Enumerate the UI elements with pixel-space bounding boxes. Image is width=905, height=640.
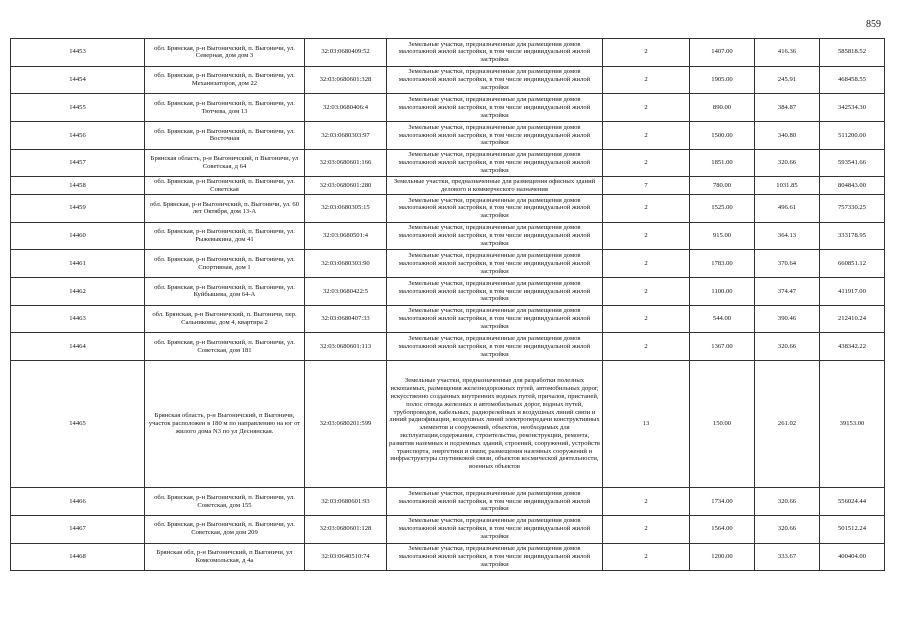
specific-value-cell: 416.36 xyxy=(755,39,820,67)
cadastral-number-cell: 32:03:0680407:33 xyxy=(305,305,387,333)
specific-value-cell: 390.46 xyxy=(755,305,820,333)
group-cell: 2 xyxy=(603,222,690,250)
cadastral-number-cell: 32:03:0680601:280 xyxy=(305,177,387,195)
address-cell: обл. Брянская, р-н Выгоничский, п. Выгоничи, ул. Советская xyxy=(145,177,305,195)
record-number: 14465 xyxy=(11,361,145,488)
cadastral-value-cell: 556024.44 xyxy=(820,488,885,516)
table-row xyxy=(11,222,885,250)
specific-value-cell: 364.13 xyxy=(755,222,820,250)
table-row xyxy=(11,39,885,67)
cadastral-value-table xyxy=(10,38,885,571)
address-cell: обл. Брянская, р-н Выгоничский, п. Выгоничи, пер. Сальниковы, дом 4, квартира 2 xyxy=(145,305,305,333)
cadastral-value-cell: 333178.95 xyxy=(820,222,885,250)
group-cell: 2 xyxy=(603,250,690,278)
group-cell: 2 xyxy=(603,122,690,150)
specific-value-cell: 496.61 xyxy=(755,195,820,223)
record-number: 14463 xyxy=(11,305,145,333)
cadastral-value-cell: 804843.00 xyxy=(820,177,885,195)
group-cell: 7 xyxy=(603,177,690,195)
land-use-cell: Земельные участки, предназначенные для размещения домов малоэтажной жилой застройки, в том числе индивидуальной жилой застройки xyxy=(387,543,603,571)
table-row xyxy=(11,515,885,543)
table-row xyxy=(11,122,885,150)
group-cell: 2 xyxy=(603,195,690,223)
land-use-cell: Земельные участки, предназначенные для размещения домов малоэтажной жилой застройки, в том числе индивидуальной жилой застройки xyxy=(387,66,603,94)
page-number: 859 xyxy=(866,19,881,30)
specific-value-cell: 320.66 xyxy=(755,515,820,543)
cadastral-value-cell: 39153.00 xyxy=(820,361,885,488)
area-cell: 1905.00 xyxy=(690,66,755,94)
address-cell: обл. Брянская, р-н Выгоничский, п. Выгоничи, ул. Восточная xyxy=(145,122,305,150)
table-row xyxy=(11,66,885,94)
address-cell: обл. Брянская, р-н Выгоничский, п. Выгоничи, ул. Спортивная, дом 1 xyxy=(145,250,305,278)
specific-value-cell: 370.64 xyxy=(755,250,820,278)
area-cell: 1525.00 xyxy=(690,195,755,223)
record-number: 14466 xyxy=(11,488,145,516)
cadastral-number-cell: 32:03:0680601:166 xyxy=(305,149,387,177)
area-cell: 150.00 xyxy=(690,361,755,488)
address-cell: обл. Брянская, р-н Выгоничский, п. Выгоничи, ул. 60 лет Октября, дом 13-А xyxy=(145,195,305,223)
address-cell: обл. Брянская, р-н Выгоничский, п. Выгоничи, ул. Тютчева, дом 13 xyxy=(145,94,305,122)
land-use-cell: Земельные участки, предназначенные для размещения домов малоэтажной жилой застройки, в том числе индивидуальной жилой застройки xyxy=(387,305,603,333)
area-cell: 544.00 xyxy=(690,305,755,333)
table-row xyxy=(11,250,885,278)
table-row xyxy=(11,305,885,333)
cadastral-number-cell: 32:03:0680409:52 xyxy=(305,39,387,67)
land-use-cell: Земельные участки, предназначенные для разработки полезных ископаемых, размещения железнодорожных путей, автомобильных дорог, искусственно созданных внутренних водных путей, причалов, пристаней, полос отвода железных и автомобильных дорог, водных путей, трубопроводов, кабельных, радиорелейных и воздушных линий связи и линий радиофикации, воздушных линий электропередачи конструктивных элементов и сооружений, объектов, необходимых для эксплуатации,содержания, строительства, реконструкции, ремонта, развития наземных и подземных зданий, строений, сооружений, устройств транспорта, энергетики и связи; размещения наземных сооружений и инфраструктуры спутниковой связи, объектов космической деятельности, военных объектов xyxy=(387,361,603,488)
group-cell: 13 xyxy=(603,361,690,488)
record-number: 14460 xyxy=(11,222,145,250)
land-use-cell: Земельные участки, предназначенные для размещения домов малоэтажной жилой застройки, в том числе индивидуальной жилой застройки xyxy=(387,515,603,543)
land-use-cell: Земельные участки, предназначенные для размещения домов малоэтажной жилой застройки, в том числе индивидуальной жилой застройки xyxy=(387,278,603,306)
address-cell: обл. Брянская, р-н Выгоничский, п. Выгоничи, ул. Советская, дом 181 xyxy=(145,333,305,361)
cadastral-value-cell: 342534.30 xyxy=(820,94,885,122)
specific-value-cell: 1031.85 xyxy=(755,177,820,195)
group-cell: 2 xyxy=(603,94,690,122)
record-number: 14454 xyxy=(11,66,145,94)
group-cell: 2 xyxy=(603,333,690,361)
group-cell: 2 xyxy=(603,149,690,177)
cadastral-value-cell: 400404.00 xyxy=(820,543,885,571)
group-cell: 2 xyxy=(603,305,690,333)
area-cell: 1734.00 xyxy=(690,488,755,516)
land-use-cell: Земельные участки, предназначенные для размещения домов малоэтажной жилой застройки, в том числе индивидуальной жилой застройки xyxy=(387,488,603,516)
cadastral-number-cell: 32:03:0680201:599 xyxy=(305,361,387,488)
cadastral-number-cell: 32:03:0680422:5 xyxy=(305,278,387,306)
address-cell: обл. Брянская, р-н Выгоничский, п. Выгоничи, ул. Куйбышева, дом 64-А xyxy=(145,278,305,306)
table-row xyxy=(11,195,885,223)
address-cell: обл. Брянская, р-н Выгоничский, п. Выгоничи, ул. Северная, дом дом 3 xyxy=(145,39,305,67)
cadastral-number-cell: 32:03:0680601:328 xyxy=(305,66,387,94)
address-cell: обл. Брянская, р-н Выгоничский, п. Выгоничи, ул. Советская, дом дом 209 xyxy=(145,515,305,543)
address-cell: Брянская область, р-н Выгоничский, п Выгоничи, участок расположен в 180 м по направлению на юг от жилого дома N3 по ул Деснянская. xyxy=(145,361,305,488)
area-cell: 1783.00 xyxy=(690,250,755,278)
area-cell: 890.00 xyxy=(690,94,755,122)
table-row xyxy=(11,177,885,195)
address-cell: обл. Брянская, р-н Выгоничский, п. Выгоничи, ул. Рыжевыкина, дом 41 xyxy=(145,222,305,250)
area-cell: 915.00 xyxy=(690,222,755,250)
land-use-cell: Земельные участки, предназначенные для размещения офисных зданий делового и коммерческого назначения xyxy=(387,177,603,195)
area-cell: 1407.00 xyxy=(690,39,755,67)
land-use-cell: Земельные участки, предназначенные для размещения домов малоэтажной жилой застройки, в том числе индивидуальной жилой застройки xyxy=(387,94,603,122)
record-number: 14456 xyxy=(11,122,145,150)
cadastral-number-cell: 32:03:0680601:93 xyxy=(305,488,387,516)
specific-value-cell: 245.91 xyxy=(755,66,820,94)
area-cell: 1500.00 xyxy=(690,122,755,150)
specific-value-cell: 261.02 xyxy=(755,361,820,488)
table-row xyxy=(11,278,885,306)
group-cell: 2 xyxy=(603,515,690,543)
area-cell: 1100.00 xyxy=(690,278,755,306)
area-cell: 780.00 xyxy=(690,177,755,195)
record-number: 14457 xyxy=(11,149,145,177)
land-use-cell: Земельные участки, предназначенные для размещения домов малоэтажной жилой застройки, в том числе индивидуальной жилой застройки xyxy=(387,149,603,177)
specific-value-cell: 320.66 xyxy=(755,149,820,177)
cadastral-value-cell: 757330.25 xyxy=(820,195,885,223)
specific-value-cell: 374.47 xyxy=(755,278,820,306)
table-row xyxy=(11,149,885,177)
land-use-cell: Земельные участки, предназначенные для размещения домов малоэтажной жилой застройки, в том числе индивидуальной жилой застройки xyxy=(387,222,603,250)
address-cell: Брянская обл, р-н Выгоничский, п Выгоничи, ул Комсомольская, д 4а xyxy=(145,543,305,571)
cadastral-number-cell: 32:03:0680303:97 xyxy=(305,122,387,150)
area-cell: 1200.00 xyxy=(690,543,755,571)
cadastral-value-cell: 411917.00 xyxy=(820,278,885,306)
record-number: 14467 xyxy=(11,515,145,543)
land-use-cell: Земельные участки, предназначенные для размещения домов малоэтажной жилой застройки, в том числе индивидуальной жилой застройки xyxy=(387,122,603,150)
cadastral-value-cell: 438342.22 xyxy=(820,333,885,361)
land-use-cell: Земельные участки, предназначенные для размещения домов малоэтажной жилой застройки, в том числе индивидуальной жилой застройки xyxy=(387,195,603,223)
record-number: 14458 xyxy=(11,177,145,195)
specific-value-cell: 320.66 xyxy=(755,333,820,361)
cadastral-number-cell: 32:03:0680501:4 xyxy=(305,222,387,250)
cadastral-value-cell: 212410.24 xyxy=(820,305,885,333)
group-cell: 2 xyxy=(603,543,690,571)
cadastral-number-cell: 32:03:0680303:90 xyxy=(305,250,387,278)
specific-value-cell: 333.67 xyxy=(755,543,820,571)
cadastral-number-cell: 32:03:0680601:128 xyxy=(305,515,387,543)
record-number: 14453 xyxy=(11,39,145,67)
table-row xyxy=(11,94,885,122)
address-cell: обл. Брянская, р-н Выгоничский, п. Выгоничи, ул. Советская, дом 155 xyxy=(145,488,305,516)
table-row xyxy=(11,361,885,488)
specific-value-cell: 384.87 xyxy=(755,94,820,122)
land-use-cell: Земельные участки, предназначенные для размещения домов малоэтажной жилой застройки, в том числе индивидуальной жилой застройки xyxy=(387,250,603,278)
record-number: 14461 xyxy=(11,250,145,278)
area-cell: 1564.00 xyxy=(690,515,755,543)
area-cell: 1851.00 xyxy=(690,149,755,177)
cadastral-value-cell: 660851.12 xyxy=(820,250,885,278)
record-number: 14455 xyxy=(11,94,145,122)
specific-value-cell: 340.80 xyxy=(755,122,820,150)
table-row xyxy=(11,488,885,516)
group-cell: 2 xyxy=(603,278,690,306)
cadastral-value-cell: 501512.24 xyxy=(820,515,885,543)
address-cell: обл. Брянская, р-н Выгоничский, п. Выгоничи, ул. Механизаторов, дом 22 xyxy=(145,66,305,94)
table-row xyxy=(11,333,885,361)
group-cell: 2 xyxy=(603,66,690,94)
cadastral-value-cell: 585818.52 xyxy=(820,39,885,67)
record-number: 14462 xyxy=(11,278,145,306)
cadastral-value-cell: 468458.55 xyxy=(820,66,885,94)
record-number: 14459 xyxy=(11,195,145,223)
cadastral-value-cell: 593541.66 xyxy=(820,149,885,177)
group-cell: 2 xyxy=(603,488,690,516)
specific-value-cell: 320.66 xyxy=(755,488,820,516)
land-use-cell: Земельные участки, предназначенные для размещения домов малоэтажной жилой застройки, в том числе индивидуальной жилой застройки xyxy=(387,39,603,67)
group-cell: 2 xyxy=(603,39,690,67)
record-number: 14464 xyxy=(11,333,145,361)
land-use-cell: Земельные участки, предназначенные для размещения домов малоэтажной жилой застройки, в том числе индивидуальной жилой застройки xyxy=(387,333,603,361)
area-cell: 1367.00 xyxy=(690,333,755,361)
table-row xyxy=(11,543,885,571)
cadastral-number-cell: 32:03:0680601:113 xyxy=(305,333,387,361)
cadastral-value-cell: 511200.00 xyxy=(820,122,885,150)
address-cell: Брянская область, р-н Выгоничский, п Выгоничи, ул Советская, д 64 xyxy=(145,149,305,177)
cadastral-number-cell: 32:03:0680305:15 xyxy=(305,195,387,223)
cadastral-number-cell: 32:03:0640510:74 xyxy=(305,543,387,571)
record-number: 14468 xyxy=(11,543,145,571)
cadastral-number-cell: 32:03:0680406:4 xyxy=(305,94,387,122)
